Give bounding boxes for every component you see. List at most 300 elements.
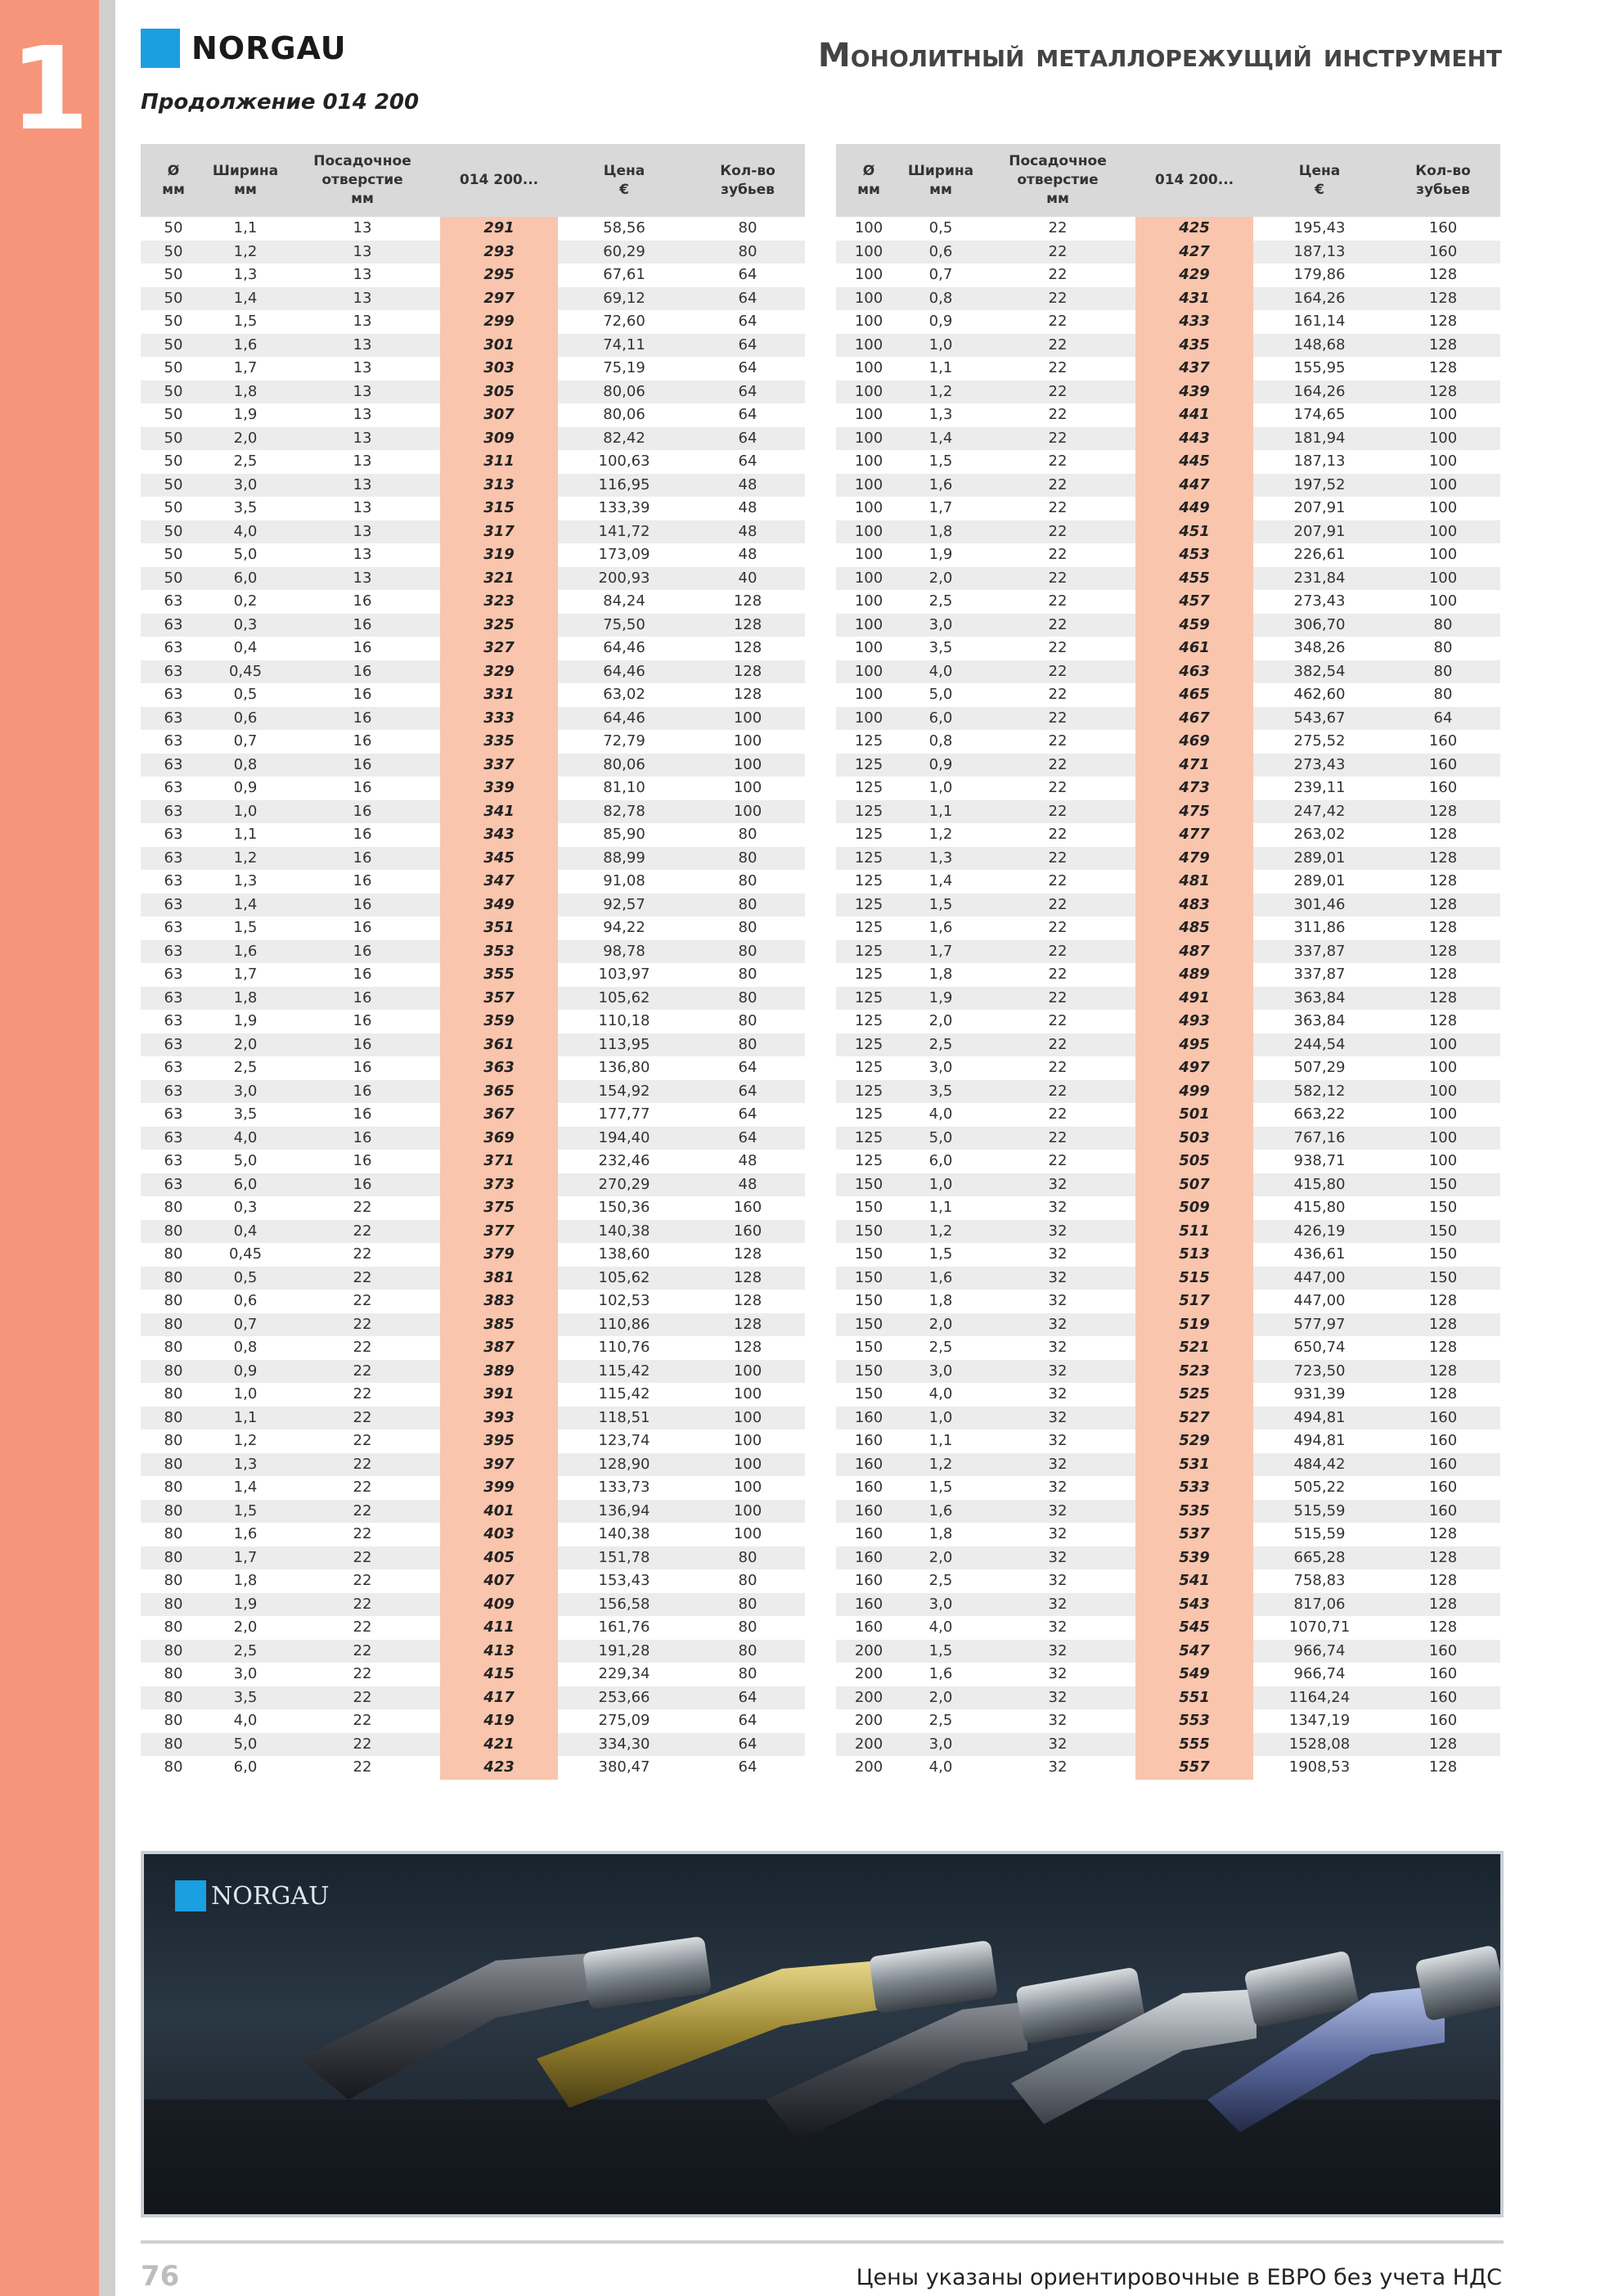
diameter-cell: 125 (836, 987, 901, 1011)
article-code-cell: 503 (1135, 1127, 1253, 1150)
width-cell: 1,2 (206, 241, 285, 264)
bore-cell: 22 (980, 707, 1135, 731)
diameter-cell: 125 (836, 916, 901, 940)
teeth-cell: 160 (1386, 1407, 1500, 1430)
table-row (836, 334, 1500, 358)
teeth-cell: 160 (1386, 1453, 1500, 1477)
width-cell: 1,5 (901, 1243, 980, 1267)
table-row (141, 380, 805, 404)
teeth-cell: 100 (690, 754, 805, 777)
diameter-cell: 125 (836, 1080, 901, 1104)
teeth-cell: 80 (690, 1569, 805, 1593)
teeth-cell: 80 (690, 1546, 805, 1570)
teeth-cell: 160 (1386, 1709, 1500, 1733)
teeth-cell: 128 (1386, 963, 1500, 987)
price-cell: 650,74 (1253, 1336, 1386, 1360)
teeth-cell: 100 (690, 1500, 805, 1524)
price-cell: 966,74 (1253, 1663, 1386, 1686)
bore-cell: 22 (980, 847, 1135, 871)
diameter-cell: 80 (141, 1360, 206, 1384)
diameter-cell: 100 (836, 707, 901, 731)
teeth-cell: 48 (690, 520, 805, 544)
article-code-cell: 527 (1135, 1407, 1253, 1430)
diameter-cell: 63 (141, 1080, 206, 1104)
width-cell: 0,7 (901, 263, 980, 287)
diameter-cell: 50 (141, 567, 206, 591)
teeth-cell: 128 (1386, 1336, 1500, 1360)
teeth-cell: 80 (690, 1640, 805, 1663)
teeth-cell: 100 (1386, 474, 1500, 497)
table-row (141, 310, 805, 334)
width-cell: 0,8 (901, 730, 980, 754)
table-row (836, 800, 1500, 824)
diameter-cell: 100 (836, 217, 901, 241)
diameter-cell: 100 (836, 567, 901, 591)
price-cell: 232,46 (558, 1150, 690, 1173)
width-cell: 0,6 (206, 1290, 285, 1313)
price-cell: 69,12 (558, 287, 690, 311)
header-diameter: Ø мм (141, 144, 206, 217)
bore-cell: 16 (285, 683, 440, 707)
teeth-cell: 128 (1386, 357, 1500, 380)
table-row (836, 637, 1500, 660)
chapter-number: 1 (9, 23, 90, 156)
price-cell: 436,61 (1253, 1243, 1386, 1267)
width-cell: 1,2 (901, 380, 980, 404)
teeth-cell: 64 (690, 427, 805, 451)
price-cell: 133,73 (558, 1476, 690, 1500)
teeth-cell: 64 (690, 1080, 805, 1104)
table-row (141, 334, 805, 358)
diameter-cell: 200 (836, 1640, 901, 1663)
bore-cell: 16 (285, 614, 440, 637)
width-cell: 1,4 (901, 870, 980, 894)
bore-cell: 16 (285, 707, 440, 731)
article-code-cell: 369 (440, 1127, 558, 1150)
table-row (141, 1127, 805, 1150)
diameter-cell: 80 (141, 1569, 206, 1593)
table-row (836, 241, 1500, 264)
price-cell: 363,84 (1253, 1010, 1386, 1033)
diameter-cell: 100 (836, 380, 901, 404)
table-row (141, 614, 805, 637)
price-cell: 275,52 (1253, 730, 1386, 754)
article-code-cell: 297 (440, 287, 558, 311)
price-cell: 82,78 (558, 800, 690, 824)
teeth-cell: 128 (1386, 1383, 1500, 1407)
teeth-cell: 80 (690, 894, 805, 917)
diameter-cell: 80 (141, 1663, 206, 1686)
price-cell: 665,28 (1253, 1546, 1386, 1570)
article-code-cell: 291 (440, 217, 558, 241)
price-cell: 177,77 (558, 1103, 690, 1127)
diameter-cell: 200 (836, 1663, 901, 1686)
photo-logo-text: NORGAU (211, 1881, 330, 1911)
article-code-cell: 383 (440, 1290, 558, 1313)
diameter-cell: 80 (141, 1243, 206, 1267)
width-cell: 3,0 (901, 1056, 980, 1080)
article-code-cell: 423 (440, 1756, 558, 1780)
teeth-cell: 128 (690, 614, 805, 637)
width-cell: 3,0 (206, 474, 285, 497)
table-row (836, 847, 1500, 871)
diameter-cell: 63 (141, 730, 206, 754)
article-code-cell: 311 (440, 450, 558, 474)
width-cell: 1,5 (206, 310, 285, 334)
table-row (836, 1593, 1500, 1617)
bore-cell: 32 (980, 1663, 1135, 1686)
article-code-cell: 493 (1135, 1010, 1253, 1033)
width-cell: 1,1 (206, 217, 285, 241)
article-code-cell: 351 (440, 916, 558, 940)
table-row (836, 894, 1500, 917)
price-cell: 289,01 (1253, 870, 1386, 894)
width-cell: 2,5 (901, 1033, 980, 1057)
bore-cell: 22 (980, 520, 1135, 544)
diameter-cell: 50 (141, 543, 206, 567)
article-code-cell: 341 (440, 800, 558, 824)
article-code-cell: 331 (440, 683, 558, 707)
table-row (836, 380, 1500, 404)
width-cell: 0,4 (206, 1220, 285, 1244)
diameter-cell: 200 (836, 1756, 901, 1780)
price-cell: 301,46 (1253, 894, 1386, 917)
article-code-cell: 495 (1135, 1033, 1253, 1057)
table-row (141, 1150, 805, 1173)
article-code-cell: 319 (440, 543, 558, 567)
table-row (836, 1640, 1500, 1663)
teeth-cell: 80 (690, 1033, 805, 1057)
price-cell: 140,38 (558, 1220, 690, 1244)
article-code-cell: 293 (440, 241, 558, 264)
table-row (836, 1686, 1500, 1710)
width-cell: 1,1 (901, 1429, 980, 1453)
bore-cell: 22 (285, 1500, 440, 1524)
width-cell: 6,0 (901, 707, 980, 731)
table-row (836, 450, 1500, 474)
price-cell: 84,24 (558, 590, 690, 614)
bore-cell: 32 (980, 1733, 1135, 1757)
bore-cell: 22 (285, 1593, 440, 1617)
article-code-cell: 363 (440, 1056, 558, 1080)
teeth-cell: 128 (1386, 894, 1500, 917)
width-cell: 3,5 (901, 637, 980, 660)
diameter-cell: 125 (836, 1103, 901, 1127)
bore-cell: 22 (980, 637, 1135, 660)
bore-cell: 16 (285, 916, 440, 940)
teeth-cell: 128 (1386, 310, 1500, 334)
price-cell: 311,86 (1253, 916, 1386, 940)
bore-cell: 22 (980, 987, 1135, 1011)
bore-cell: 22 (285, 1546, 440, 1570)
teeth-cell: 128 (690, 1267, 805, 1290)
article-code-cell: 487 (1135, 940, 1253, 964)
bore-cell: 22 (285, 1686, 440, 1710)
bore-cell: 32 (980, 1709, 1135, 1733)
article-code-cell: 355 (440, 963, 558, 987)
article-code-cell: 449 (1135, 497, 1253, 520)
bore-cell: 32 (980, 1196, 1135, 1220)
bore-cell: 22 (980, 263, 1135, 287)
width-cell: 4,0 (206, 1709, 285, 1733)
teeth-cell: 128 (1386, 916, 1500, 940)
diameter-cell: 63 (141, 800, 206, 824)
price-cell: 231,84 (1253, 567, 1386, 591)
article-code-cell: 381 (440, 1267, 558, 1290)
article-code-cell: 407 (440, 1569, 558, 1593)
price-cell: 229,34 (558, 1663, 690, 1686)
bore-cell: 13 (285, 357, 440, 380)
price-disclaimer: Цены указаны ориентировочные в ЕВРО без учета НДС (856, 2265, 1502, 2290)
width-cell: 1,4 (206, 1476, 285, 1500)
price-cell: 115,42 (558, 1360, 690, 1384)
table-row (141, 590, 805, 614)
teeth-cell: 128 (1386, 847, 1500, 871)
article-code-cell: 357 (440, 987, 558, 1011)
article-code-cell: 349 (440, 894, 558, 917)
bore-cell: 16 (285, 1127, 440, 1150)
table-row (836, 403, 1500, 427)
teeth-cell: 160 (1386, 1476, 1500, 1500)
teeth-cell: 150 (1386, 1196, 1500, 1220)
diameter-cell: 63 (141, 1033, 206, 1057)
width-cell: 1,1 (206, 823, 285, 847)
price-cell: 75,19 (558, 357, 690, 380)
width-cell: 1,1 (901, 1196, 980, 1220)
diameter-cell: 125 (836, 1056, 901, 1080)
bore-cell: 13 (285, 520, 440, 544)
teeth-cell: 64 (690, 287, 805, 311)
article-code-cell: 387 (440, 1336, 558, 1360)
diameter-cell: 63 (141, 1150, 206, 1173)
teeth-cell: 128 (1386, 334, 1500, 358)
price-cell: 817,06 (1253, 1593, 1386, 1617)
table-row (836, 1127, 1500, 1150)
teeth-cell: 128 (1386, 1546, 1500, 1570)
article-code-cell: 377 (440, 1220, 558, 1244)
teeth-cell: 150 (1386, 1267, 1500, 1290)
bore-cell: 22 (980, 590, 1135, 614)
price-cell: 64,46 (558, 660, 690, 684)
price-cell: 100,63 (558, 450, 690, 474)
teeth-cell: 80 (690, 916, 805, 940)
table-row (141, 1709, 805, 1733)
bore-cell: 16 (285, 800, 440, 824)
width-cell: 1,9 (901, 543, 980, 567)
article-code-cell: 433 (1135, 310, 1253, 334)
price-cell: 150,36 (558, 1196, 690, 1220)
price-cell: 270,29 (558, 1173, 690, 1197)
width-cell: 0,9 (206, 1360, 285, 1384)
price-cell: 80,06 (558, 754, 690, 777)
table-row (141, 1383, 805, 1407)
article-code-cell: 417 (440, 1686, 558, 1710)
price-cell: 426,19 (1253, 1220, 1386, 1244)
table-row (836, 1360, 1500, 1384)
article-code-cell: 525 (1135, 1383, 1253, 1407)
table-row (141, 1267, 805, 1290)
teeth-cell: 128 (690, 683, 805, 707)
width-cell: 1,6 (206, 1523, 285, 1546)
width-cell: 1,5 (901, 450, 980, 474)
table-row (836, 707, 1500, 731)
article-code-cell: 481 (1135, 870, 1253, 894)
table-row (141, 1593, 805, 1617)
bore-cell: 22 (980, 403, 1135, 427)
diameter-cell: 125 (836, 1033, 901, 1057)
diameter-cell: 63 (141, 987, 206, 1011)
bore-cell: 16 (285, 1010, 440, 1033)
price-cell: 767,16 (1253, 1127, 1386, 1150)
price-cell: 938,71 (1253, 1150, 1386, 1173)
bore-cell: 22 (980, 1056, 1135, 1080)
price-cell: 244,54 (1253, 1033, 1386, 1057)
width-cell: 0,4 (206, 637, 285, 660)
table-row (141, 1476, 805, 1500)
article-code-cell: 523 (1135, 1360, 1253, 1384)
article-code-cell: 439 (1135, 380, 1253, 404)
article-code-cell: 399 (440, 1476, 558, 1500)
article-code-cell: 529 (1135, 1429, 1253, 1453)
article-code-cell: 491 (1135, 987, 1253, 1011)
teeth-cell: 160 (1386, 1640, 1500, 1663)
price-cell: 140,38 (558, 1523, 690, 1546)
table-row (141, 567, 805, 591)
width-cell: 1,9 (206, 1593, 285, 1617)
article-code-cell: 551 (1135, 1686, 1253, 1710)
teeth-cell: 128 (690, 590, 805, 614)
bore-cell: 22 (980, 940, 1135, 964)
bore-cell: 13 (285, 543, 440, 567)
width-cell: 1,7 (206, 963, 285, 987)
price-cell: 156,58 (558, 1593, 690, 1617)
article-code-cell: 453 (1135, 543, 1253, 567)
article-code-cell: 325 (440, 614, 558, 637)
width-cell: 3,0 (901, 614, 980, 637)
price-cell: 273,43 (1253, 590, 1386, 614)
article-code-cell: 499 (1135, 1080, 1253, 1104)
bore-cell: 22 (285, 1196, 440, 1220)
teeth-cell: 64 (690, 380, 805, 404)
teeth-cell: 80 (1386, 637, 1500, 660)
width-cell: 1,9 (206, 1010, 285, 1033)
width-cell: 2,5 (901, 1709, 980, 1733)
bore-cell: 22 (980, 963, 1135, 987)
logo-square-icon (141, 29, 180, 68)
diameter-cell: 160 (836, 1523, 901, 1546)
width-cell: 3,5 (206, 497, 285, 520)
price-cell: 80,06 (558, 380, 690, 404)
width-cell: 1,8 (206, 1569, 285, 1593)
width-cell: 0,45 (206, 1243, 285, 1267)
width-cell: 4,0 (206, 1127, 285, 1150)
price-cell: 494,81 (1253, 1407, 1386, 1430)
diameter-cell: 150 (836, 1383, 901, 1407)
width-cell: 0,8 (206, 754, 285, 777)
teeth-cell: 80 (1386, 614, 1500, 637)
product-photo (141, 1851, 1504, 2217)
diameter-cell: 80 (141, 1290, 206, 1313)
diameter-cell: 150 (836, 1243, 901, 1267)
bore-cell: 32 (980, 1220, 1135, 1244)
price-cell: 110,86 (558, 1313, 690, 1337)
table-row (141, 1616, 805, 1640)
diameter-cell: 63 (141, 590, 206, 614)
table-header-row (836, 144, 1500, 217)
teeth-cell: 160 (1386, 730, 1500, 754)
diameter-cell: 125 (836, 847, 901, 871)
diameter-cell: 50 (141, 497, 206, 520)
diameter-cell: 80 (141, 1220, 206, 1244)
teeth-cell: 128 (1386, 263, 1500, 287)
width-cell: 2,5 (206, 450, 285, 474)
diameter-cell: 125 (836, 800, 901, 824)
teeth-cell: 100 (690, 707, 805, 731)
table-row (836, 1383, 1500, 1407)
table-row (836, 1313, 1500, 1337)
header-price: Цена € (1253, 144, 1386, 217)
price-cell: 415,80 (1253, 1196, 1386, 1220)
width-cell: 1,6 (206, 334, 285, 358)
bore-cell: 22 (980, 1010, 1135, 1033)
header-width: Ширина мм (901, 144, 980, 217)
price-cell: 80,06 (558, 403, 690, 427)
bore-cell: 32 (980, 1453, 1135, 1477)
table-row (141, 287, 805, 311)
bore-cell: 22 (980, 543, 1135, 567)
width-cell: 1,3 (206, 1453, 285, 1477)
bore-cell: 32 (980, 1640, 1135, 1663)
width-cell: 1,2 (901, 1453, 980, 1477)
bore-cell: 13 (285, 334, 440, 358)
article-code-cell: 549 (1135, 1663, 1253, 1686)
bore-cell: 22 (285, 1756, 440, 1780)
width-cell: 6,0 (901, 1150, 980, 1173)
diameter-cell: 80 (141, 1709, 206, 1733)
diameter-cell: 150 (836, 1173, 901, 1197)
price-cell: 207,91 (1253, 497, 1386, 520)
price-cell: 1347,19 (1253, 1709, 1386, 1733)
diameter-cell: 80 (141, 1686, 206, 1710)
bore-cell: 16 (285, 1173, 440, 1197)
article-code-cell: 513 (1135, 1243, 1253, 1267)
teeth-cell: 128 (1386, 1733, 1500, 1757)
article-code-cell: 333 (440, 707, 558, 731)
diameter-cell: 80 (141, 1196, 206, 1220)
article-code-cell: 533 (1135, 1476, 1253, 1500)
article-code-cell: 315 (440, 497, 558, 520)
table-row (836, 590, 1500, 614)
width-cell: 1,6 (901, 1500, 980, 1524)
table-row (836, 543, 1500, 567)
article-code-cell: 479 (1135, 847, 1253, 871)
diameter-cell: 63 (141, 1173, 206, 1197)
article-code-cell: 445 (1135, 450, 1253, 474)
price-cell: 273,43 (1253, 754, 1386, 777)
article-code-cell: 305 (440, 380, 558, 404)
price-cell: 181,94 (1253, 427, 1386, 451)
price-cell: 91,08 (558, 870, 690, 894)
teeth-cell: 80 (690, 987, 805, 1011)
width-cell: 0,45 (206, 660, 285, 684)
teeth-cell: 64 (690, 1756, 805, 1780)
table-row (141, 1243, 805, 1267)
bore-cell: 13 (285, 380, 440, 404)
teeth-cell: 100 (1386, 403, 1500, 427)
article-code-cell: 299 (440, 310, 558, 334)
bore-cell: 16 (285, 823, 440, 847)
price-cell: 72,79 (558, 730, 690, 754)
